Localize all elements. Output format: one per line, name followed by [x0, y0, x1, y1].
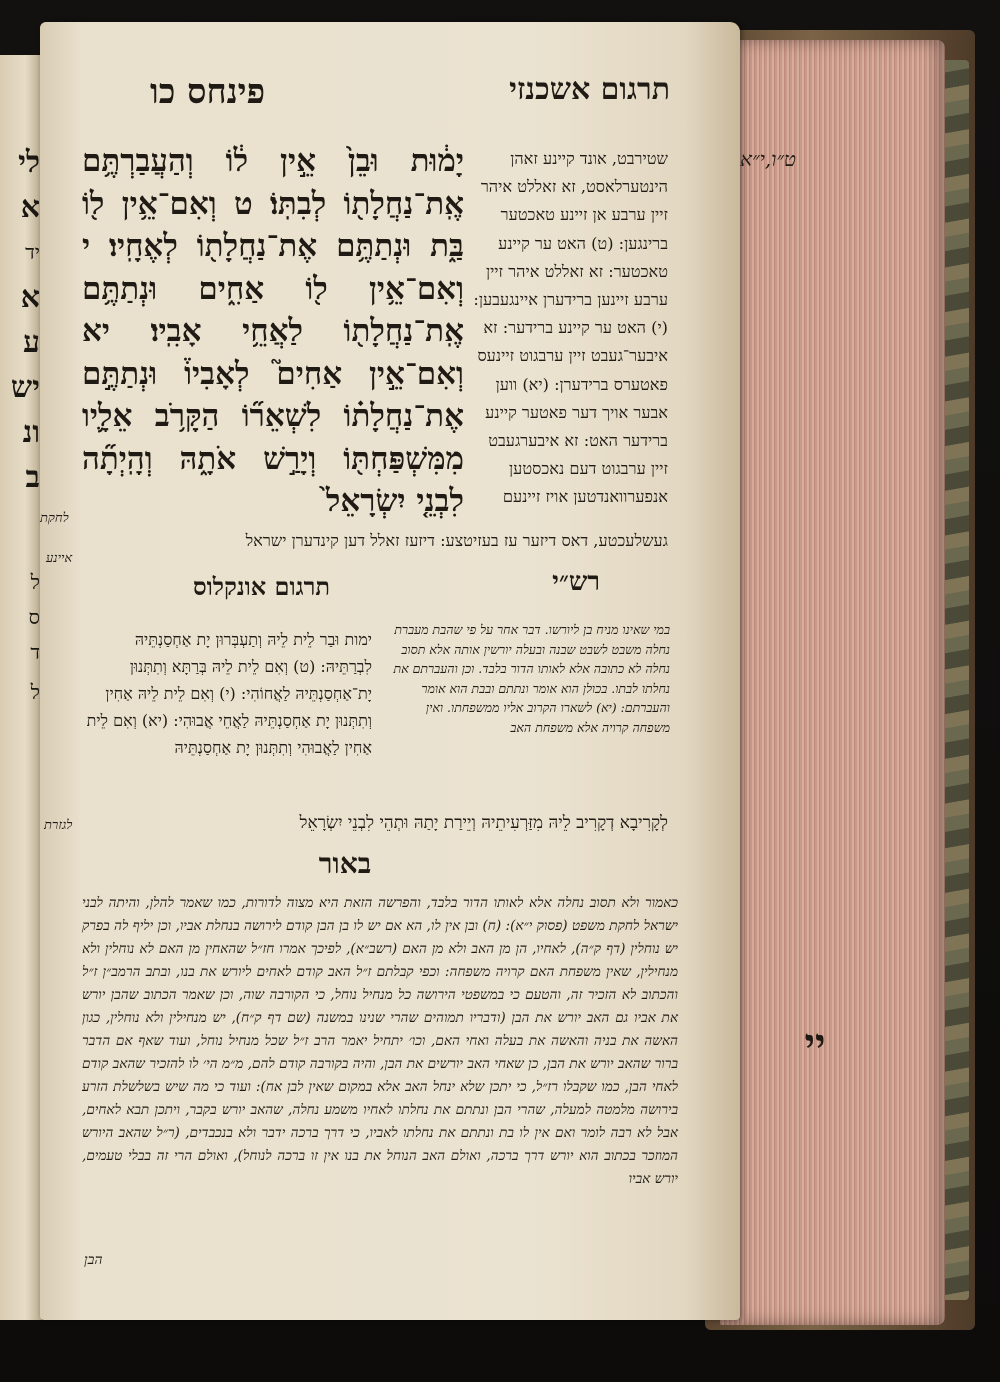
left-page-fragment: א: [20, 190, 40, 225]
hebrew-torah-text: יָמ֔וּת וּבֵן֙ אֵ֣ין ל֔וֹ וְהַעֲבַרְתֶּ֥ם אֶֽת־נַחֲלָת֖וֹ לְבִתּֽוֹ׃ ט וְאִם־אֵ֥ין ל֖וֹ בַּ֑ת וּנְתַתֶּ֥ם אֶת־נַחֲלָת֖וֹ לְאֶחָֽיו׃ י וְאִם־אֵ֥ין ל֖וֹ אַחִ֑ים וּנְתַתֶּ֥ם אֶֽת־נַחֲלָת֖וֹ לַאֲחֵ֥י אָבִֽיו׃ יא וְאִם־אֵ֣ין אַחִים֮ לְאָבִיו֒ וּנְתַתֶּ֣ם אֶת־נַחֲלָת֗וֹ לִשְׁאֵר֞וֹ הַקָּרֹ֥ב אֵלָ֛יו מִמִּשְׁפַּחְתּ֖וֹ וְיָרַ֣שׁ אֹתָ֑הּ וְהָֽיְתָ֞ה לִבְנֵ֤י יִשְׂרָאֵל֙: [82, 143, 464, 519]
rashi-title: רש״י: [552, 567, 600, 597]
biur-title: באור: [318, 847, 372, 880]
page-fore-edge: [720, 40, 945, 1325]
fore-edge-mark: יי: [804, 1020, 826, 1067]
left-page-fragment: ל: [30, 680, 40, 704]
left-page-fragment: יד: [25, 240, 40, 264]
left-page-sliver: [0, 55, 42, 1320]
catchword: הבן: [84, 1252, 103, 1268]
left-page-fragment: לי: [18, 145, 40, 180]
left-page-fragment: ב: [25, 460, 40, 495]
rashi-commentary: במי שאינו מניח בן ליורשו. דבר אחר על פי שהבת מעברת נחלה משבט לשבט שבנה ובעלה יורשין אותה אלא תסוב נחלה לא כתובה אלא לאותו הדור בלבד. וכן והעברתם את נחלתו לבתו. בכולן הוא אומר ונתתם ובבת הוא אומר והעברתם: (יא) לשארו הקרוב אליו ממשפחתו. ואין משפחה קרויה אלא משפחת האב: [393, 622, 670, 735]
left-page-fragment: ד: [30, 640, 40, 664]
left-page-fragment: ל: [30, 570, 40, 594]
left-page-fragment: א: [20, 280, 40, 315]
yiddish-translation-continuation: געשלעכטע, דאס דיזער עז בעזיטצע: דיזעז זאלל דען קינדערן ישראל: [245, 531, 668, 550]
header-title-parasha: פינחס כו: [150, 72, 266, 112]
left-page-fragment: ונ: [22, 415, 40, 450]
book-page: [40, 22, 796, 1320]
onkelos-translation-continuation: לְקָרִיבָא דְקָרִיב לֵיהּ מִזַּרְעִיתֵיהּ וְיֵירַת יָתַהּ וּתְהֵי לִבְנֵי יִשְׂרָאֵל: [299, 813, 668, 833]
yiddish-translation: שטירבט, אונד קיינע זאהן הינטערלאסט, זא זאללט איהר זיין ערבע אן זיינע טאכטער ברינגען: (ט) האט ער קיינע טאכטער: זא זאללט איהר זיין ערבע זיינען ברידערן איינגעבען: (י) האט ער קיינע ברידער: זא איבער־געבט זיין ערבגוט זיינעס פאטערס ברידערן: (יא) ווען אבער אויך דער פאטער קיינע ברידער האט: זא איבערגעבט זיין ערבגוט דעם נאכסטען אנפערוואנדטען אויז זיינעם: [473, 149, 668, 507]
header-title-translation: תרגום אשכנזי: [509, 72, 670, 107]
onkelos-translation: ימות וּבַר לֵית לֵיהּ וְתַעְבְּרוּן יָת אַחְסַנְתֵּיהּ לִבְרַתֵּיהּ: (ט) וְאִם לֵית לֵיהּ בְּרַתָּא וְתִתְּנוּן יָת־אַחְסַנְתֵּיהּ לַאֲחוֹהִי: (י) וְאִם לֵית לֵיהּ אַחִין וְתִתְּנוּן יָת אַחְסַנְתֵּיהּ לַאֲחֵי אֲבוּהִי: (יא) וְאִם לֵית אַחִין לַאֲבוּהִי וְתִתְּנוּן יָת אַחְסַנְתֵּיהּ: [86, 630, 372, 757]
onkelos-title: תרגום אונקלוס: [192, 572, 330, 601]
left-page-fragment: יש: [10, 370, 40, 405]
margin-note: לחקת: [40, 511, 69, 526]
margin-verse-mark: ט״ו,י״א: [740, 147, 796, 171]
biur-commentary: כאמור ולא תסוב נחלה אלא לאותו הדור בלבד, והפרשה הזאת היא מצוה לדורות, כמו שאמר להלן, והיתה לבני ישראל לחקת משפט (פסוק י״א): (ח) ובן אין לו, הא אם יש לו בן הבן קודם לירושה בנחלת אביו, וכן יליף לה בפרק יש נוחלין (דף ק״ה), לאחיו, הן מן האב ולא מן האם (רשב״א), לפיכך אמרו חז״ל שהאחין מן האם לא נוחלין ולא מנחילין, שאין משפחת האם קרויה משפחה: וכפי קבלתם ז״ל האב קודם לאחים ליורש את בנו, ובתב הרמב״ן ז״ל והכתוב לא הזכיר זה, והטעם כי במשפטי הירושה כל מנחיל נוחל, כי הקורבה שוה, וכן שאמר הכתוב שהבן יורש את אביו גם האב יורש את הבן (ודבריו תמוהים שהרי שנינו במשנה (שם דף ק״ח), יש מנחילין ולא נוחלין, כגון האשה את בניה והאשה את בעלה ואחי האם, וכו׳ יתחיל יאמר הרב ז״ל שכל מנחיל נוחל, ועוד שאף אם הדבר ברור שהאב יורש את הבן, כן שאחי האב יורשים את הבן, והיה בקורבה קודם להם, מ״מ הי׳ לו להזכיר שהאב קודם לאחי הבן, כמו שקבלו רז״ל, כי יתכן שלא ינחל האב אלא במקום שאין לבן אח): ועוד כי מה שיש בשלשלת הזרע בירושה מלמטה למעלה, שהרי הבן ונתתם את נחלתו לאחיו משמע נחלה, שהאב יורש בקבר, ויתכן תבא לאחים, אבל לא רבה לומר ואם אין לו בת ונתתם את נחלתו לאביו, כי דרך ברכה ידבר ולא בנכבדים, (ר״ל שהאב היורש המוזכר בכתוב הוא יורש דרך ברכה, ואולם האב הנוחל את בנו אין זו ברכה לנוחל), ואולם הרי זה בבלי טעמים, יורש אביו: [82, 895, 678, 1187]
left-page-fragment: ע: [23, 325, 40, 360]
left-page-fragment: ס: [28, 605, 40, 629]
page-header: [60, 72, 675, 122]
margin-note: איינע: [46, 551, 73, 566]
margin-note: לגזרת: [44, 818, 73, 833]
